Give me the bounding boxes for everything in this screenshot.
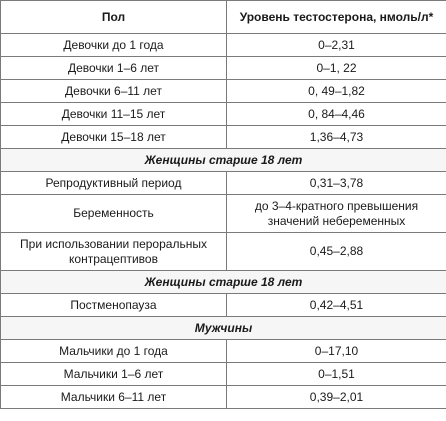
table-row — [1, 34, 446, 57]
row-value: 0–1, 22 — [227, 57, 446, 80]
row-value: 0–17,10 — [227, 340, 446, 363]
row-label: Мальчики 6–11 лет — [1, 386, 227, 409]
row-label: Девочки 11–15 лет — [1, 103, 227, 126]
table-row — [1, 363, 446, 386]
section-title: Женщины старше 18 лет — [1, 149, 446, 172]
table-row — [1, 195, 446, 233]
section-header-women — [1, 149, 446, 172]
row-label: Девочки 15–18 лет — [1, 126, 227, 149]
row-label: Беременность — [1, 195, 227, 233]
table-row — [1, 386, 446, 409]
row-label: Постменопауза — [1, 294, 227, 317]
table-row — [1, 80, 446, 103]
row-value: 0, 49–1,82 — [227, 80, 446, 103]
row-label: Репродуктивный период — [1, 172, 227, 195]
row-label: Девочки 1–6 лет — [1, 57, 227, 80]
header-sex: Пол — [1, 1, 227, 34]
header-testosterone-level: Уровень тестостерона, нмоль/л* — [227, 1, 446, 34]
header-row — [1, 1, 446, 34]
row-label: Девочки до 1 года — [1, 34, 227, 57]
row-value: до 3–4-кратного превышения значений небеременных — [227, 195, 446, 233]
section-title: Женщины старше 18 лет — [1, 271, 446, 294]
table-row — [1, 126, 446, 149]
row-value: 0,45–2,88 — [227, 233, 446, 271]
section-header-women-postmenopause — [1, 271, 446, 294]
row-label: Девочки 6–11 лет — [1, 80, 227, 103]
row-value: 0,39–2,01 — [227, 386, 446, 409]
section-header-men — [1, 317, 446, 340]
row-value: 0,42–4,51 — [227, 294, 446, 317]
table-row — [1, 294, 446, 317]
table-row — [1, 233, 446, 271]
row-value: 0, 84–4,46 — [227, 103, 446, 126]
section-title: Мужчины — [1, 317, 446, 340]
table-row — [1, 57, 446, 80]
row-value: 0,31–3,78 — [227, 172, 446, 195]
table-row — [1, 172, 446, 195]
row-label: Мальчики 1–6 лет — [1, 363, 227, 386]
row-value: 1,36–4,73 — [227, 126, 446, 149]
row-value: 0–2,31 — [227, 34, 446, 57]
table-row — [1, 103, 446, 126]
table-row — [1, 340, 446, 363]
row-value: 0–1,51 — [227, 363, 446, 386]
row-label: При использовании пероральных контрацептивов — [1, 233, 227, 271]
row-label: Мальчики до 1 года — [1, 340, 227, 363]
